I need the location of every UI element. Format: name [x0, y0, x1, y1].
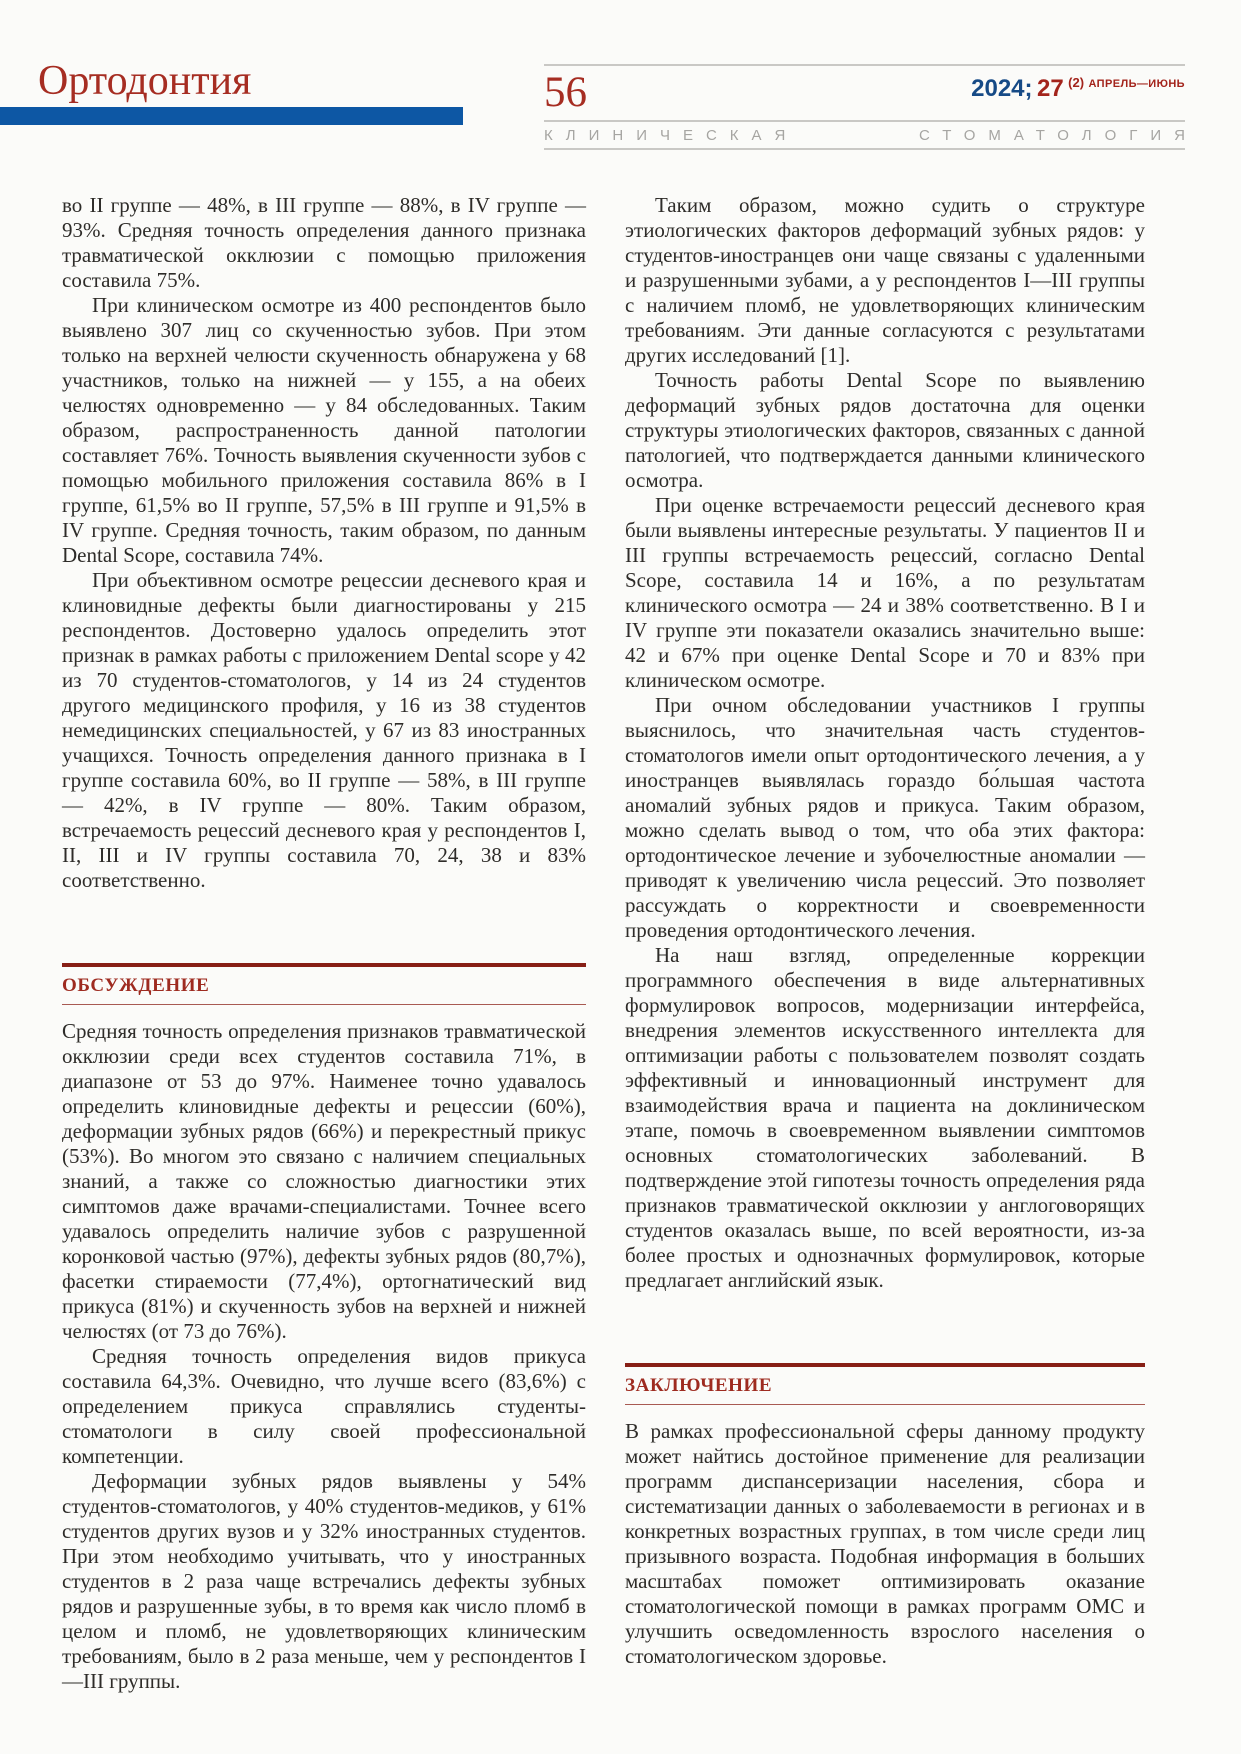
paragraph-etiological-factors: Таким образом, можно судить о структуре этиологических факторов деформаций зубных рядов: у студентов-иностранцев они чаще связаны с удаленными и разрушенными зубами, а у респондентов I—III группы с наличием пломб, не удовлетворяющих клиническим требованиям. Эти данные согласуются с результатами других исследований [1]. — [625, 193, 1145, 367]
title-underline-bar — [0, 107, 463, 125]
paragraph-bite-accuracy: Средняя точность определения видов прикуса составила 64,3%. Очевидно, что лучше всего (83,6%) с определением прикуса справлялись студенты-стоматологи в силу своей профессиональной компетенции. — [62, 1344, 586, 1468]
issue-info — [971, 75, 1185, 103]
issue-volume: 27 — [1036, 75, 1064, 102]
page-title: Ортодонтия — [38, 58, 252, 104]
page-number: 56 — [544, 69, 587, 116]
issue-year: 2024; — [971, 75, 1033, 102]
paragraph-discussion-accuracy: Средняя точность определения признаков травматической окклюзии среди всех студентов составила 71%, в диапазоне от 53 до 97%. Наименее точно удавалось определить клиновидные дефекты и рецессии (60%), деформации зубных рядов (66%) и перекрестный прикус (53%). Во многом это связано с наличием специальных знаний, а также со сложностью диагностики этих симптомов даже врачами-специалистами. Точнее всего удавалось определить наличие зубов с разрушенной коронковой частью (97%), дефекты зубных рядов (80,7%), фасетки стираемости (77,4%), ортогнатический вид прикуса (81%) и скученность зубов на верхней и нижней челюстях (от 73 до 76%). — [62, 1019, 586, 1343]
journal-name — [544, 120, 1198, 150]
issue-row — [544, 66, 1185, 120]
issue-period: АПРЕЛЬ—ИЮНЬ — [1088, 78, 1185, 90]
left-column — [62, 193, 586, 1694]
paragraph-gingival-recession: При оценке встречаемости рецессий десневого края были выявлены интересные результаты. У пациентов II и III группы встречаемость рецессий, согласно Dental Scope, составила 14 и 16%, а по результатам клинического осмотра — 24 и 38% соответственно. В I и IV группе эти показатели оказались значительно выше: 42 и 67% при оценке Dental Scope и 70 и 83% при клиническом осмотре. — [625, 493, 1145, 692]
paragraph-software-corrections: На наш взгляд, определенные коррекции программного обеспечения в виде альтернативных формулировок вопросов, модернизации интерфейса, внедрения элементов искусственного интеллекта для оптимизации работы с пользователем позволят создать эффективный и инновационный инструмент для взаимодействия врача и пациента на доклиническом этапе, помочь в своевременном выявлении симптомов основных стоматологических заболеваний. В подтверждение этой гипотезы точность определения ряда признаков травматической окклюзии у англоговорящих студентов оказалась выше, по всей вероятности, из-за более простых и однозначных формулировок, которые предлагает английский язык. — [625, 943, 1145, 1292]
paragraph-group-one-findings: При очном обследовании участников I группы выяснилось, что значительная часть студентов-стоматологов имели опыт ортодонтического лечения, а у иностранцев выявлялась гораздо бо́льшая частота аномалий зубных рядов и прикуса. Таким образом, можно сделать вывод о том, что оба этих фактора: ортодонтическое лечение и зубочелюстные аномалии — приводят к увеличению числа рецессий. Это позволяет рассуждать о корректности и своевременности проведения ортодонтического лечения. — [625, 693, 1145, 942]
journal-word-second: СТОМАТОЛОГИЯ — [918, 127, 1198, 144]
paragraph-dental-scope-accuracy: Точность работы Dental Scope по выявлению деформаций зубных рядов достаточна для оценки структуры этиологических факторов, связанных с данной патологией, что подтверждается данными клинического осмотра. — [625, 368, 1145, 492]
paragraph-results-continuation: во II группе — 48%, в III группе — 88%, в IV группе — 93%. Средняя точность определения данного признака травматической окклюзии с помощью приложения составила 75%. — [62, 193, 586, 292]
paragraph-objective-exam: При объективном осмотре рецессии десневого края и клиновидные дефекты были диагностированы у 215 респондентов. Достоверно удалось определить этот признак в рамках работы с приложением Dental scope у 42 из 70 студентов-стоматологов, у 14 из 24 студентов другого медицинского профиля, у 16 из 38 студентов немедицинских специальностей, у 67 из 83 иностранных учащихся. Точность определения данного признака в I группе составила 60%, во II группе — 58%, в III группе — 42%, в IV группе — 80%. Таким образом, встречаемость рецессий десневого края у респондентов I, II, III и IV группы составила 70, 24, 38 и 83% соответственно. — [62, 568, 586, 892]
paragraph-dental-arch-deformations: Деформации зубных рядов выявлены у 54% студентов-стоматологов, у 40% студентов-медиков, у 61% студентов других вузов и у 32% иностранных студентов. При этом необходимо учитывать, что у иностранных студентов в 2 раза чаще встречались дефекты зубных рядов и разрушенные зубы, в то время как число пломб в целом и пломб, не удовлетворяющих клиническим требованиям, было в 2 раза меньше, чем у респондентов I—III группы. — [62, 1469, 586, 1693]
paragraph-clinical-exam: При клиническом осмотре из 400 респондентов было выявлено 307 лиц со скученностью зубов. При этом только на верхней челюсти скученность обнаружена у 68 участников, только на нижней — у 155, а на обеих челюстях одновременно — у 84 обследованных. Таким образом, распространенность данной патологии составляет 76%. Точность выявления скученности зубов с помощью мобильного приложения составила 86% в I группе, 61,5% во II группе, 57,5% в III группе и 91,5% в IV группе. Средняя точность, таким образом, по данным Dental Scope, составила 74%. — [62, 293, 586, 567]
issue-number: (2) — [1068, 75, 1085, 90]
right-column — [625, 193, 1145, 1669]
journal-word-first: КЛИНИЧЕСКАЯ — [544, 127, 799, 144]
paragraph-conclusion: В рамках профессиональной сферы данному продукту может найтись достойное применение для реализации программ диспансеризации населения, сбора и систематизации данных о заболеваемости в регионах и в конкретных возрастных группах, в том числе среди лиц призывного возраста. Подобная информация в больших масштабах поможет оптимизировать оказание стоматологической помощи в рамках программ ОМС и улучшить осведомленность взрослого населения о стоматологическом здоровье. — [625, 1419, 1145, 1668]
conclusion-heading: ЗАКЛЮЧЕНИЕ — [625, 1363, 1145, 1405]
header-right-block — [544, 64, 1198, 150]
discussion-heading: ОБСУЖДЕНИЕ — [62, 963, 586, 1005]
